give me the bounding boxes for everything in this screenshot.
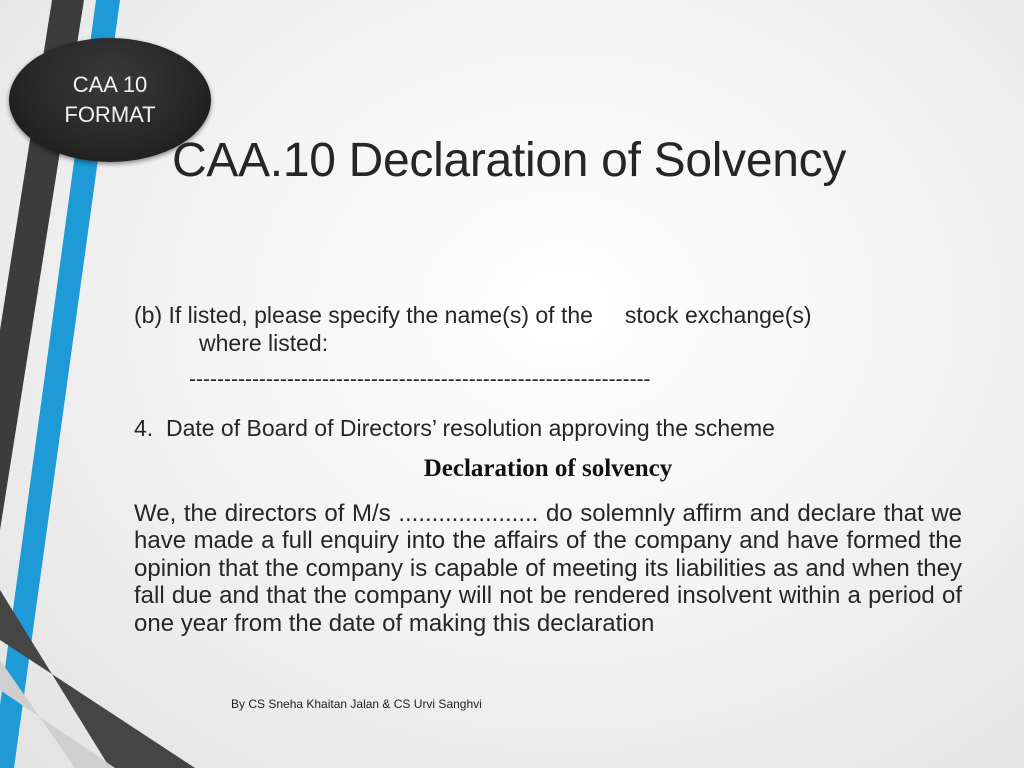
badge-line-2: FORMAT	[64, 102, 156, 127]
item-4: 4. Date of Board of Directors’ resolution approving the scheme	[134, 415, 775, 441]
declaration-paragraph: We, the directors of M/s ..................... do solemnly affirm and declare that we have made a full enquiry into the affairs of the company and have formed the opinion that the company is capable of meeting its liabilities as and when they fall due and that the company will not be rendered insolvent within a period of one year from the date of making this declaration	[134, 500, 962, 637]
item-b-line-1: (b) If listed, please specify the name(s) of the stock exchange(s)	[134, 302, 812, 328]
blank-fill-line: ------------------------------------------------------------------	[189, 368, 651, 391]
page-title: CAA.10 Declaration of Solvency	[172, 134, 847, 187]
author-credit: By CS Sneha Khaitan Jalan & CS Urvi Sanghvi	[231, 697, 482, 711]
badge-line-1: CAA 10	[72, 72, 148, 97]
item-b-line-2: where listed:	[199, 330, 329, 356]
section-heading: Declaration of solvency	[423, 455, 673, 482]
